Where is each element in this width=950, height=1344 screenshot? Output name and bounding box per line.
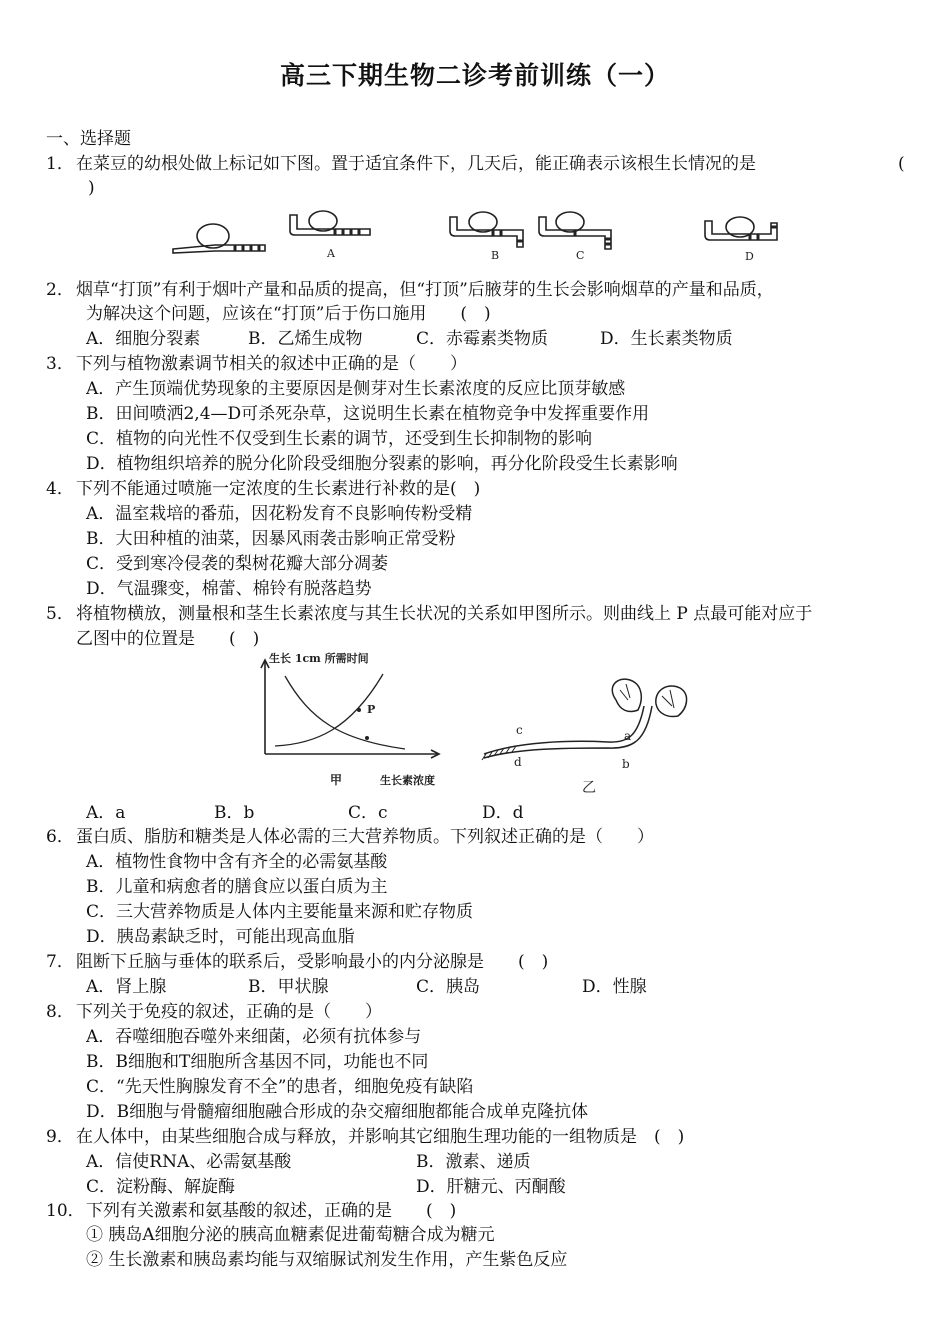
- plant-leaf-right: [656, 686, 687, 717]
- plant-name: 乙: [582, 780, 596, 796]
- q7-option-d: D．性腺: [582, 977, 647, 997]
- q8-option-c: C．“先天性胸腺发育不全”的患者，细胞免疫有缺陷: [86, 1077, 474, 1097]
- plant-label-d: d: [514, 755, 522, 769]
- q2-option-d: D．生长素类物质: [600, 329, 733, 349]
- graph-y-label: 生长 1cm 所需时间: [269, 652, 369, 665]
- q5-option-b: B．b: [214, 803, 255, 823]
- fig-label-d: D: [745, 250, 754, 263]
- q6-number: 6．: [46, 827, 74, 847]
- graph-x-label: 生长素浓度: [380, 774, 435, 787]
- graph-point-p: [357, 708, 361, 712]
- q5-text-1: 将植物横放，测量根和茎生长素浓度与其生长状况的关系如甲图所示。则曲线上 P 点最可能对应于: [76, 604, 813, 624]
- page-title: 高三下期生物二诊考前训练（一）: [279, 61, 670, 90]
- q8-number: 8．: [46, 1002, 74, 1022]
- q1-bracket-close: ): [88, 178, 95, 198]
- q10-item-1: ① 胰岛A细胞分泌的胰高血糖素促进葡萄糖合成为糖元: [86, 1225, 495, 1245]
- graph-curve-falling: [285, 676, 405, 749]
- plant-label-a: a: [624, 729, 632, 743]
- q2-option-a: A．细胞分裂素: [86, 329, 201, 349]
- q6-option-a: A．植物性食物中含有齐全的必需氨基酸: [86, 852, 388, 872]
- q3-option-b: B．田间喷洒2,4—D可杀死杂草，这说明生长素在植物竞争中发挥重要作用: [86, 404, 650, 424]
- q6-option-d: D．胰岛素缺乏时，可能出现高血脂: [86, 927, 355, 947]
- q5-number: 5．: [46, 604, 74, 624]
- q2-option-b: B．乙烯生成物: [248, 329, 363, 349]
- q7-option-b: B．甲状腺: [248, 977, 329, 997]
- q9-number: 9．: [46, 1127, 74, 1147]
- plant-label-b: b: [622, 757, 630, 771]
- q7-number: 7．: [46, 952, 74, 972]
- q1-bracket-open: (: [898, 154, 905, 174]
- q2-number: 2．: [46, 280, 74, 300]
- q9-option-b: B．激素、递质: [416, 1152, 531, 1172]
- seedling-option-a: [290, 211, 370, 235]
- q10-text: 下列有关激素和氨基酸的叙述，正确的是 ( ): [86, 1201, 457, 1221]
- plant-label-c: c: [516, 723, 523, 737]
- q6-option-b: B．儿童和病愈者的膳食应以蛋白质为主: [86, 877, 388, 897]
- fig-label-c: C: [576, 249, 585, 262]
- q3-option-c: C．植物的向光性不仅受到生长素的调节，还受到生长抑制物的影响: [86, 429, 593, 449]
- q4-option-b: B．大田种植的油菜，因暴风雨袭击影响正常受粉: [86, 529, 456, 549]
- graph-point-2: [365, 736, 369, 740]
- q6-option-c: C．三大营养物质是人体内主要能量来源和贮存物质: [86, 902, 474, 922]
- q7-text: 阻断下丘脑与垂体的联系后，受影响最小的内分泌腺是 ( ): [76, 952, 549, 972]
- q3-text: 下列与植物激素调节相关的叙述中正确的是（ ）: [76, 354, 467, 374]
- q10-item-2: ② 生长激素和胰岛素均能与双缩脲试剂发生作用，产生紫色反应: [86, 1250, 568, 1270]
- q4-option-d: D．气温骤变，棉蕾、棉铃有脱落趋势: [86, 579, 372, 599]
- q4-text: 下列不能通过喷施一定浓度的生长素进行补救的是( ): [76, 479, 481, 499]
- plant-leaf-left: [612, 679, 641, 711]
- seedling-original: [173, 224, 265, 253]
- q3-number: 3．: [46, 354, 74, 374]
- q8-option-d: D．B细胞与骨髓瘤细胞融合形成的杂交瘤细胞都能合成单克隆抗体: [86, 1102, 589, 1122]
- q7-option-c: C．胰岛: [416, 977, 481, 997]
- seedling-option-d: [705, 217, 777, 240]
- q5-plant-yi: [478, 676, 728, 796]
- q2-text-1: 烟草“打顶”有利于烟叶产量和品质的提高，但“打顶”后腋芽的生长会影响烟草的产量和品质，: [76, 280, 774, 300]
- q1-number: 1．: [46, 154, 74, 174]
- q4-option-c: C．受到寒冷侵袭的梨树花瓣大部分凋萎: [86, 554, 389, 574]
- q9-option-d: D．肝糖元、丙酮酸: [416, 1177, 566, 1197]
- q5-option-a: A．a: [86, 803, 126, 823]
- q8-option-b: B．B细胞和T细胞所含基因不同，功能也不同: [86, 1052, 429, 1072]
- seedling-option-b: [450, 212, 523, 247]
- fig-label-a: A: [327, 247, 335, 260]
- q1-root-figure: [165, 205, 815, 267]
- q8-option-a: A．吞噬细胞吞噬外来细菌，必须有抗体参与: [86, 1027, 422, 1047]
- fig-label-b: B: [491, 249, 500, 262]
- seedling-option-c: [539, 212, 611, 249]
- q9-option-a: A．信使RNA、必需氨基酸: [86, 1152, 292, 1172]
- graph-name: 甲: [330, 773, 343, 787]
- section-heading: 一、选择题: [46, 129, 131, 149]
- q5-option-c: C．c: [348, 803, 388, 823]
- q1-text: 在菜豆的幼根处做上标记如下图。置于适宜条件下，几天后，能正确表示该根生长情况的是: [76, 154, 756, 174]
- q9-option-c: C．淀粉酶、解旋酶: [86, 1177, 236, 1197]
- q4-option-a: A．温室栽培的番茄，因花粉发育不良影响传粉受精: [86, 504, 473, 524]
- q6-text: 蛋白质、脂肪和糖类是人体必需的三大营养物质。下列叙述正确的是（ ）: [76, 827, 654, 847]
- q5-option-d: D．d: [482, 803, 524, 823]
- q2-text-2: 为解决这个问题，应该在“打顶”后于伤口施用 ( ): [86, 304, 491, 324]
- q7-option-a: A．肾上腺: [86, 977, 167, 997]
- q3-option-a: A．产生顶端优势现象的主要原因是侧芽对生长素浓度的反应比顶芽敏感: [86, 379, 626, 399]
- q4-number: 4．: [46, 479, 74, 499]
- q10-number: 10．: [46, 1201, 85, 1221]
- q9-text: 在人体中，由某些细胞合成与释放，并影响其它细胞生理功能的一组物质是 ( ): [76, 1127, 685, 1147]
- q5-text-2: 乙图中的位置是 ( ): [76, 629, 260, 649]
- graph-p-label: P: [367, 703, 376, 716]
- q2-option-c: C．赤霉素类物质: [416, 329, 549, 349]
- q5-graph-jia: [255, 650, 465, 795]
- q8-text: 下列关于免疫的叙述，正确的是（ ）: [76, 1002, 382, 1022]
- q3-option-d: D．植物组织培养的脱分化阶段受细胞分裂素的影响，再分化阶段受生长素影响: [86, 454, 678, 474]
